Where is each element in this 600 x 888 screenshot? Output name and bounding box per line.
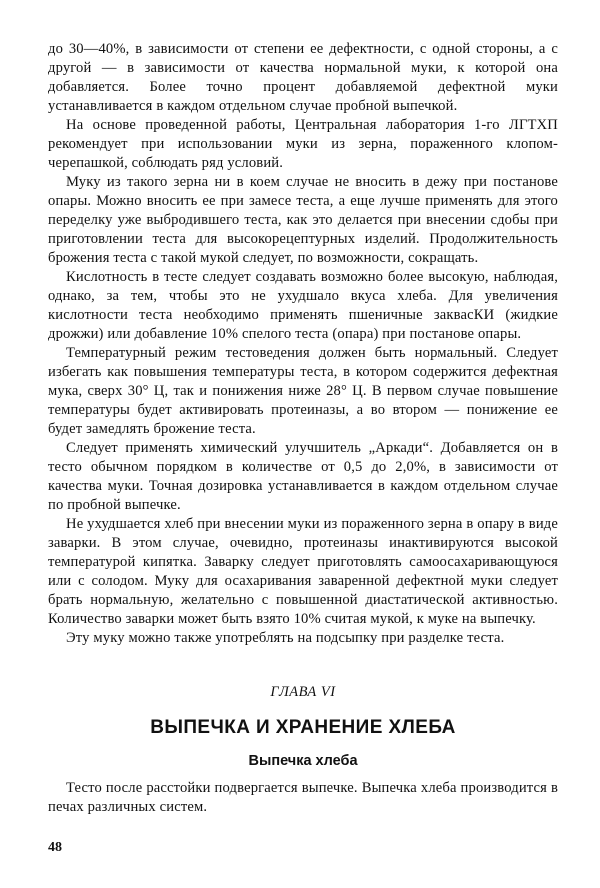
paragraph-4: Кислотность в тесте следует создавать возможно более высокую, наблюдая, однако, за тем, чтобы это не ухудшало вкуса хлеба. Для увеличения кислотности теста необходимо применять пшеничные заквасКИ (жидкие дрожжи) или добавление 10% спелого теста (опара) при постанове опары. [48, 269, 558, 342]
paragraph-8: Эту муку можно также употреблять на подсыпку при разделке теста. [66, 630, 505, 646]
page-number: 48 [48, 840, 62, 855]
paragraph-1: до 30—40%, в зависимости от степени ее дефектности, с одной стороны, а с другой — в зависимости от качества нормальной муки, к которой она добавляется. Более точно процент добавляемой дефектной муки устанавливается в каждом отдельном случае пробной выпечкой. [48, 41, 558, 114]
paragraph-2: На основе проведенной работы, Центральная лаборатория 1-го ЛГТХП рекомендует при использовании муки из зерна, пораженного клопом-черепашкой, соблюдать ряд условий. [48, 117, 558, 171]
paragraph-6: Следует применять химический улучшитель „Аркади“. Добавляется он в тесто обычном порядком в количестве от 0,5 до 2,0%, в зависимости от качества муки. Точная дозировка устанавливается в каждом отдельном случае по пробной выпечке. [48, 440, 558, 513]
chapter-title: ВЫПЕЧКА И ХРАНЕНИЕ ХЛЕБА [150, 717, 456, 738]
paragraph-7: Не ухудшается хлеб при внесении муки из пораженного зерна в опару в виде заварки. В этом случае, очевидно, протеиназы инактивируются высокой температурой кипятка. Заварку следует приготовлять самоосахаривающуюся или с солодом. Муку для осахаривания заваренной дефектной муки следует брать нормальную, желательно с повышенной диастатической активностью. Количество заварки может быть взято 10% считая мукой, к муке на выпечку. [48, 516, 558, 627]
paragraph-5: Температурный режим тестоведения должен быть нормальный. Следует избегать как повышения температуры теста, в котором содержится дефектная мука, сверх 30° Ц, так и понижения ниже 28° Ц. В первом случае повышение температуры будет активировать протеиназы, а во втором — понижение ее будет замедлять брожение теста. [48, 345, 558, 437]
section-paragraph: Тесто после расстойки подвергается выпечке. Выпечка хлеба производится в печах различных систем. [48, 780, 558, 815]
paragraph-3: Муку из такого зерна ни в коем случае не вносить в дежу при постанове опары. Можно вносить ее при замесе теста, а еще лучше применять для этого переделку уже выбродившего теста, как это делается при внесении сдобы при приготовлении теста для высокорецептурных изделий. Продолжительность брожения теста с такой мукой следует, по возможности, сокращать. [48, 174, 558, 266]
chapter-label: ГЛАВА VI [270, 684, 336, 700]
page-body [48, 40, 558, 817]
section-title: Выпечка хлеба [248, 753, 358, 769]
